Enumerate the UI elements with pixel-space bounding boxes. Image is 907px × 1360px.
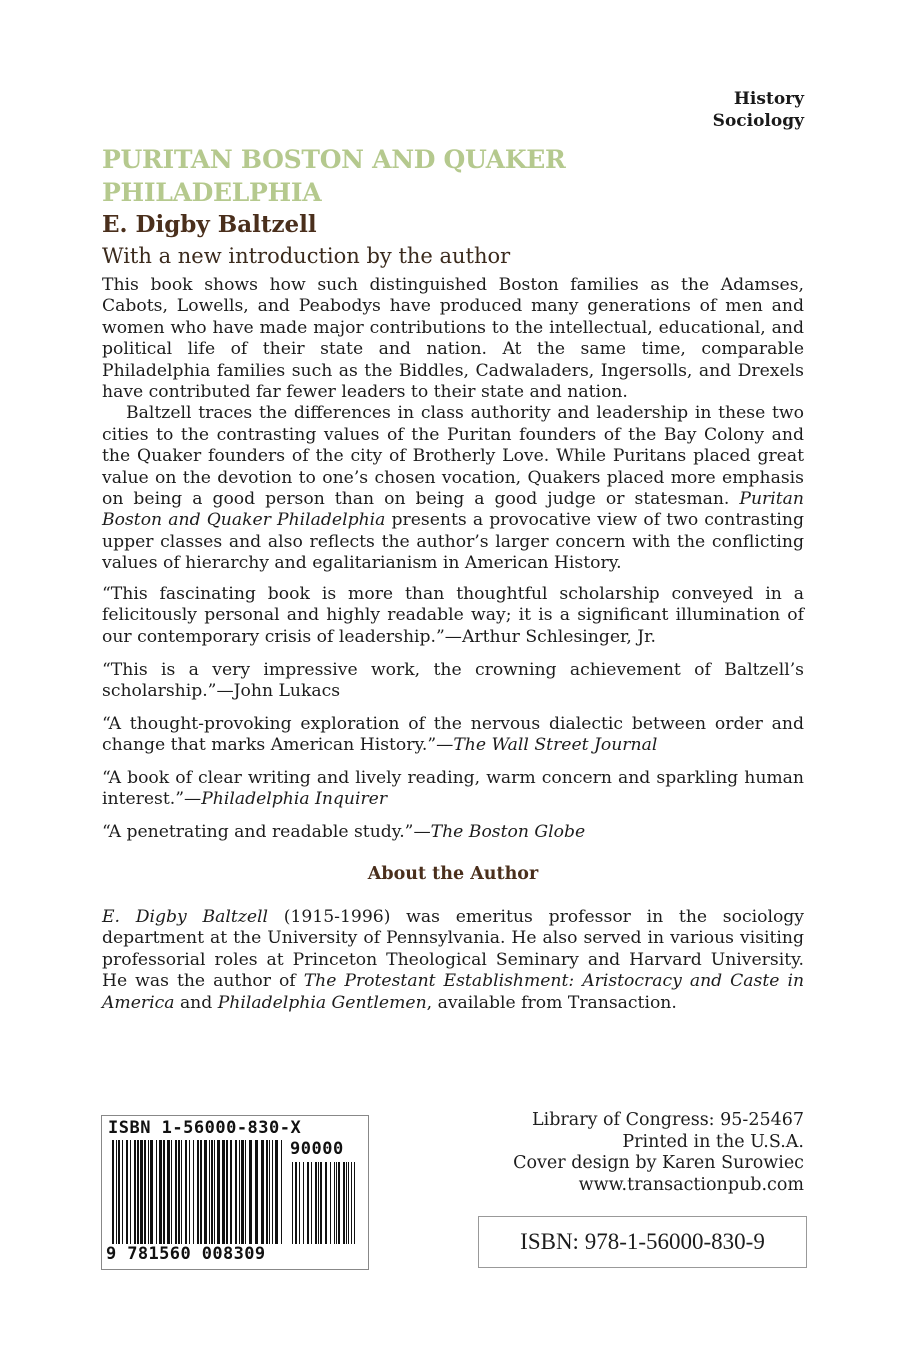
barcode-addon-bar [338, 1162, 340, 1244]
barcode-bar [217, 1140, 220, 1244]
barcode-bar [193, 1140, 194, 1244]
barcode-bar [241, 1140, 244, 1244]
barcode-bar [122, 1140, 123, 1244]
title-line-2: PHILADELPHIA [102, 178, 322, 207]
barcode-bar [204, 1140, 207, 1244]
library-of-congress: Library of Congress: 95-25467 [531, 1110, 804, 1130]
description [102, 275, 804, 575]
barcode-addon-bar [354, 1162, 355, 1244]
author-name: E. Digby Baltzell [102, 211, 317, 238]
barcode-bar [156, 1140, 157, 1244]
barcode-bar [159, 1140, 162, 1244]
isbn13-box: ISBN: 978-1-56000-830-9 [478, 1216, 807, 1268]
barcode-bar [200, 1140, 202, 1244]
barcode [101, 1115, 369, 1270]
barcode-bar [235, 1140, 237, 1244]
barcode-addon-bar [346, 1162, 347, 1244]
quote-text: “A book of clear writing and lively reading, warm concern and sparkling human interest.”— [102, 768, 804, 810]
description-p2-title: Puritan Boston and Quaker Philadelphia [102, 489, 804, 531]
category-sociology: Sociology [712, 111, 804, 131]
barcode-bar [171, 1140, 172, 1244]
quote-text: “A penetrating and readable study.”— [102, 822, 431, 842]
quote-source: Philadelphia Inquirer [201, 789, 388, 810]
barcode-bar [167, 1140, 170, 1244]
barcode-bar [245, 1140, 246, 1244]
barcode-addon-bar [325, 1162, 327, 1244]
bio-book-2: Philadelphia Gentlemen [217, 992, 427, 1013]
barcode-bar [163, 1140, 165, 1244]
barcode-addon-bar [307, 1162, 309, 1244]
review-quote [102, 660, 804, 703]
barcode-bar [134, 1140, 136, 1244]
barcode-bar [178, 1140, 180, 1244]
subtitle: With a new introduction by the author [102, 244, 511, 268]
barcode-addon-bar [351, 1162, 352, 1244]
description-p2-start: Baltzell traces the differences in class authority and leadership in these two cities to the contrasting values of the Puritan founders of the Bay Colony and the Quaker founders of the city of Brotherly Love. While Puritans placed great value on the devotion to one’s chosen vocation, Quakers placed more emphasis on being a good person than on being a good judge or statesman. [102, 403, 804, 510]
barcode-bar [197, 1140, 199, 1244]
barcode-bar [150, 1140, 153, 1244]
publisher-url: www.transactionpub.com [578, 1174, 804, 1195]
barcode-bar [211, 1140, 213, 1244]
barcode-addon-bar [318, 1162, 319, 1244]
barcode-addon-bar [336, 1162, 337, 1244]
barcode-addon-bar [334, 1162, 335, 1244]
quote-text: “This is a very impressive work, the crowning achievement of Baltzell’s scholarship.”— [102, 660, 804, 702]
cover-design-credit: Cover design by Karen Surowiec [513, 1153, 804, 1173]
barcode-isbn-label: ISBN 1-56000-830-X [108, 1118, 302, 1138]
barcode-bar [137, 1140, 139, 1244]
category-history: History [733, 89, 804, 109]
barcode-bar [266, 1140, 268, 1244]
barcode-addon-bar [295, 1162, 297, 1244]
barcode-bar [144, 1140, 146, 1244]
description-paragraph-2 [102, 403, 804, 574]
barcode-addon-bar [303, 1162, 304, 1244]
barcode-bar [214, 1140, 215, 1244]
quote-source: The Wall Street Journal [453, 735, 658, 756]
barcode-bar [209, 1140, 210, 1244]
barcode-bar [226, 1140, 228, 1244]
bio-name: E. Digby Baltzell [102, 907, 268, 927]
quote-source: Arthur Schlesinger, Jr. [461, 626, 656, 647]
barcode-addon-bar [343, 1162, 345, 1244]
barcode-bar [116, 1140, 117, 1244]
barcode-bar [185, 1140, 187, 1244]
quote-text: “This fascinating book is more than thoughtful scholarship conveyed in a felicitously personal and highly readable way; it is a significant illumination of our contemporary crisis of leadership.”— [102, 584, 804, 647]
barcode-bar [126, 1140, 128, 1244]
barcode-addon-bar [320, 1162, 322, 1244]
barcode-bar [230, 1140, 232, 1244]
barcode-bar [112, 1140, 114, 1244]
barcode-bar [239, 1140, 240, 1244]
barcode-addon-bar [292, 1162, 293, 1244]
barcode-bar [175, 1140, 177, 1244]
barcode-bar [118, 1140, 120, 1244]
barcode-digits: 9 781560 008309 [106, 1244, 266, 1264]
barcode-addon-bar [299, 1162, 300, 1244]
description-p2-end: presents a provocative view of two contrasting upper classes and also reflects the author’s larger concern with the conflicting values of hierarchy and egalitarianism in American History. [102, 510, 805, 574]
barcode-bar [130, 1140, 131, 1244]
barcode-addon-bar [311, 1162, 312, 1244]
publisher-info [513, 1110, 804, 1196]
review-quote [102, 822, 804, 843]
quote-source: John Lukacs [233, 681, 341, 702]
quote-source: The Boston Globe [430, 822, 586, 842]
category-labels [713, 88, 804, 132]
barcode-addon-bar [330, 1162, 331, 1244]
barcode-bar [148, 1140, 149, 1244]
printed-in: Printed in the U.S.A. [622, 1131, 804, 1152]
about-author-heading: About the Author [367, 864, 539, 884]
barcode-bar [272, 1140, 273, 1244]
bio-text-2: , available from Transaction. [426, 992, 677, 1013]
barcode-bar [255, 1140, 258, 1244]
barcode-price-code: 90000 [290, 1139, 344, 1159]
barcode-bar [275, 1140, 278, 1244]
review-quote [102, 768, 804, 811]
bio-and: and [179, 992, 213, 1013]
barcode-bar [269, 1140, 270, 1244]
barcode-bar [249, 1140, 252, 1244]
quote-text: “A thought-provoking exploration of the nervous dialectic between order and change that marks American History.”— [102, 714, 804, 756]
barcode-bar [189, 1140, 190, 1244]
barcode-bar [281, 1140, 282, 1244]
barcode-bar [140, 1140, 143, 1244]
barcode-bar [222, 1140, 225, 1244]
barcode-addon-bar [315, 1162, 317, 1244]
bio-book-1: The Protestant Establishment: Aristocracy and Caste in America [102, 971, 805, 1013]
barcode-bar [261, 1140, 264, 1244]
review-quote [102, 714, 804, 757]
barcode-addon-bar [348, 1162, 349, 1244]
description-paragraph-1: This book shows how such distinguished Boston families as the Adamses, Cabots, Lowells, and Peabodys have produced many generations of men and women who have made major contributions to the intellectual, educational, and political life of their state and nation. At the same time, comparable Philadelphia families such as the Biddles, Cadwaladers, Ingersolls, and Drexels have contributed far fewer leaders to their state and nation. [102, 275, 804, 403]
barcode-bar [181, 1140, 182, 1244]
title-line-1: PURITAN BOSTON AND QUAKER [102, 145, 566, 174]
bio-text-1: (1915-1996) was emeritus professor in the sociology department at the University of Pennsylvania. He also served in various visiting professorial roles at Princeton Theological Seminary and Harvard University. He was the author of [102, 907, 805, 992]
review-quote [102, 584, 804, 648]
author-bio [102, 907, 804, 1014]
book-title [102, 143, 802, 209]
